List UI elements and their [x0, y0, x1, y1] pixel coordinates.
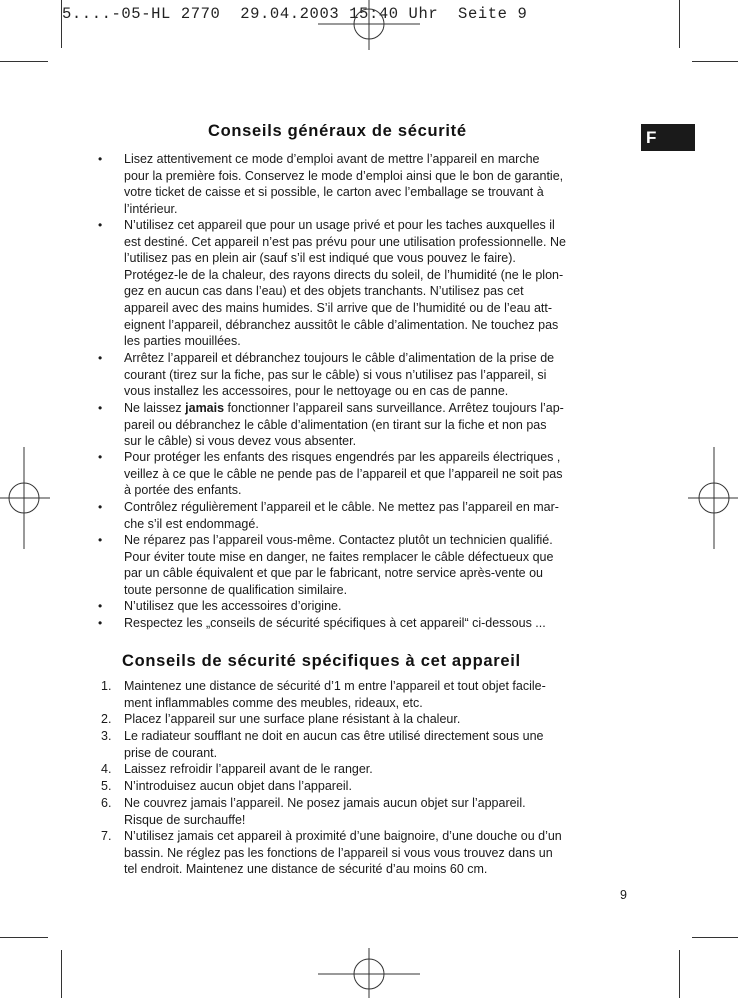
item-line: pour la première fois. Conservez le mode d’emploi ainsi que le bon de garantie, — [124, 168, 564, 183]
item-line: par un câble équivalent et que par le fabricant, notre service après-vente ou — [124, 566, 544, 581]
registration-mark-top-icon — [318, 0, 420, 50]
item-line: Risque de surchauffe! — [124, 812, 246, 827]
item-line: l’utilisez pas en plein air (sauf s’il est indiqué que vous pouvez le faire). — [124, 251, 516, 266]
crop-mark-bottom-left-horizontal — [0, 937, 48, 938]
list-item — [101, 828, 629, 878]
item-line: est destiné. Cet appareil n’est pas prévu pour une utilisation professionnelle. Ne — [124, 234, 566, 249]
item-number: 1. — [101, 679, 112, 693]
item-line: gez en aucun cas dans l’eau) et des objets tranchants. N’utilisez pas cet — [124, 284, 524, 299]
item-line: Le radiateur soufflant ne doit en aucun cas être utilisé directement sous une — [124, 729, 544, 743]
bullet-icon: • — [98, 401, 103, 415]
item-line: appareil avec des mains humides. S’il arrive que de l’humidité ou de l’eau att- — [124, 300, 553, 315]
item-line: toute personne de qualification similaire. — [124, 582, 348, 597]
item-line: tel endroit. Maintenez une distance de sécurité d’au moins 60 cm. — [124, 862, 488, 877]
emphasis-jamais: jamais — [185, 401, 225, 415]
registration-mark-left-icon — [0, 447, 50, 549]
item-line: Protégez-le de la chaleur, des rayons directs du soleil, de l’humidité (ne le plon- — [124, 267, 564, 282]
item-line: Pour protéger les enfants des risques engendrés par les appareils électriques , — [124, 450, 561, 464]
item-line: Respectez les „conseils de sécurité spécifiques à cet appareil“ ci-dessous ... — [124, 616, 546, 630]
crop-mark-bottom-right-vertical — [679, 950, 680, 998]
section-title-specific: Conseils de sécurité spécifiques à cet appareil — [122, 652, 521, 670]
bullet-icon: • — [98, 533, 103, 547]
item-line: Arrêtez l’appareil et débranchez toujours le câble d’alimentation de la prise de — [124, 351, 555, 365]
item-line: N’utilisez cet appareil que pour un usage privé et pour les taches auxquelles il — [124, 218, 555, 232]
item-line: che s’il est endommagé. — [124, 516, 259, 531]
item-number: 2. — [101, 712, 112, 726]
item-line: courant (tirez sur la fiche, pas sur le câble) si vous n’utilisez pas l’appareil, si — [124, 367, 547, 382]
crop-mark-top-left-horizontal — [0, 61, 48, 62]
list-item — [101, 711, 629, 728]
item-number: 4. — [101, 762, 112, 776]
bullet-icon: • — [98, 450, 103, 464]
item-line — [124, 400, 629, 417]
print-header: 5....-05-HL 2770 29.04.2003 15:40 Uhr Seite 9 — [62, 5, 528, 23]
item-line: à portée des enfants. — [124, 483, 242, 498]
crop-mark-bottom-left-vertical — [61, 950, 62, 998]
item-line: N’utilisez que les accessoires d’origine. — [124, 599, 342, 613]
item-number: 5. — [101, 779, 112, 793]
bullet-icon: • — [98, 599, 103, 613]
registration-mark-right-icon — [688, 447, 738, 549]
item-line: eignent l’appareil, débranchez aussitôt le câble d’alimentation. Ne touchez pas — [124, 317, 559, 332]
item-number: 7. — [101, 829, 112, 843]
list-item — [98, 615, 629, 632]
item-line: prise de courant. — [124, 745, 218, 760]
item-line: N’introduisez aucun objet dans l’appareil. — [124, 779, 352, 793]
list-item — [98, 217, 629, 350]
bullet-icon: • — [98, 500, 103, 514]
list-item — [101, 778, 629, 795]
list-item — [98, 350, 629, 400]
item-line: vous installez les accessoires, pour le nettoyage ou en cas de panne. — [124, 384, 509, 399]
item-line: Contrôlez régulièrement l’appareil et le câble. Ne mettez pas l’appareil en mar- — [124, 500, 559, 514]
list-item — [98, 598, 629, 615]
crop-mark-top-right-horizontal — [692, 61, 738, 62]
bullet-icon: • — [98, 616, 103, 630]
item-line: Maintenez une distance de sécurité d’1 m entre l’appareil et tout objet facile- — [124, 679, 546, 693]
list-item — [101, 728, 629, 761]
item-line: Placez l’appareil sur une surface plane résistant à la chaleur. — [124, 712, 461, 726]
section-title-general: Conseils généraux de sécurité — [208, 122, 467, 140]
item-line: votre ticket de caisse et si possible, le carton avec l’emballage se trouvant à — [124, 185, 544, 200]
item-line-prefix: Ne laissez — [124, 401, 186, 415]
list-item — [98, 151, 629, 217]
crop-mark-top-right-vertical — [679, 0, 680, 48]
bullet-icon: • — [98, 152, 103, 166]
bullet-icon: • — [98, 351, 103, 365]
item-line: sur le câble) si vous devez vous absenter. — [124, 434, 357, 449]
item-line: pareil ou débranchez le câble d’alimentation (en tirant sur la fiche et non pas — [124, 417, 547, 432]
item-line: Pour éviter toute mise en danger, ne faites remplacer le câble défectueux que — [124, 549, 554, 564]
list-item — [101, 761, 629, 778]
list-item — [98, 499, 629, 532]
item-line: veillez à ce que le câble ne pende pas de l’appareil et que l’appareil ne soit pas — [124, 466, 563, 481]
language-tab: F — [641, 124, 695, 151]
item-line: Ne réparez pas l’appareil vous-même. Contactez plutôt un technicien qualifié. — [124, 533, 553, 547]
list-item — [101, 678, 629, 711]
item-line: N’utilisez jamais cet appareil à proximité d’une baignoire, d’une douche ou d’un — [124, 829, 562, 843]
bullet-icon: • — [98, 218, 103, 232]
list-item — [98, 532, 629, 598]
page-number: 9 — [620, 888, 627, 902]
registration-mark-bottom-icon — [318, 948, 420, 998]
item-line: Laissez refroidir l’appareil avant de le ranger. — [124, 762, 373, 776]
item-line-rest: fonctionner l’appareil sans surveillance. Arrêtez toujours l’ap- — [227, 401, 564, 415]
list-item — [101, 795, 629, 828]
item-number: 3. — [101, 729, 112, 743]
item-line: ment inflammables comme des meubles, rideaux, etc. — [124, 695, 423, 710]
crop-mark-bottom-right-horizontal — [692, 937, 738, 938]
crop-mark-top-left-vertical — [61, 0, 62, 48]
item-line: Ne couvrez jamais l’appareil. Ne posez jamais aucun objet sur l’appareil. — [124, 796, 526, 810]
item-line: bassin. Ne réglez pas les fonctions de l’appareil si vous vous trouvez dans un — [124, 845, 553, 860]
item-line: l’intérieur. — [124, 201, 178, 216]
item-line: Lisez attentivement ce mode d’emploi avant de mettre l’appareil en marche — [124, 152, 540, 166]
item-line: les parties mouillées. — [124, 334, 241, 349]
list-item — [98, 449, 629, 499]
list-item — [98, 400, 629, 450]
item-number: 6. — [101, 796, 112, 810]
